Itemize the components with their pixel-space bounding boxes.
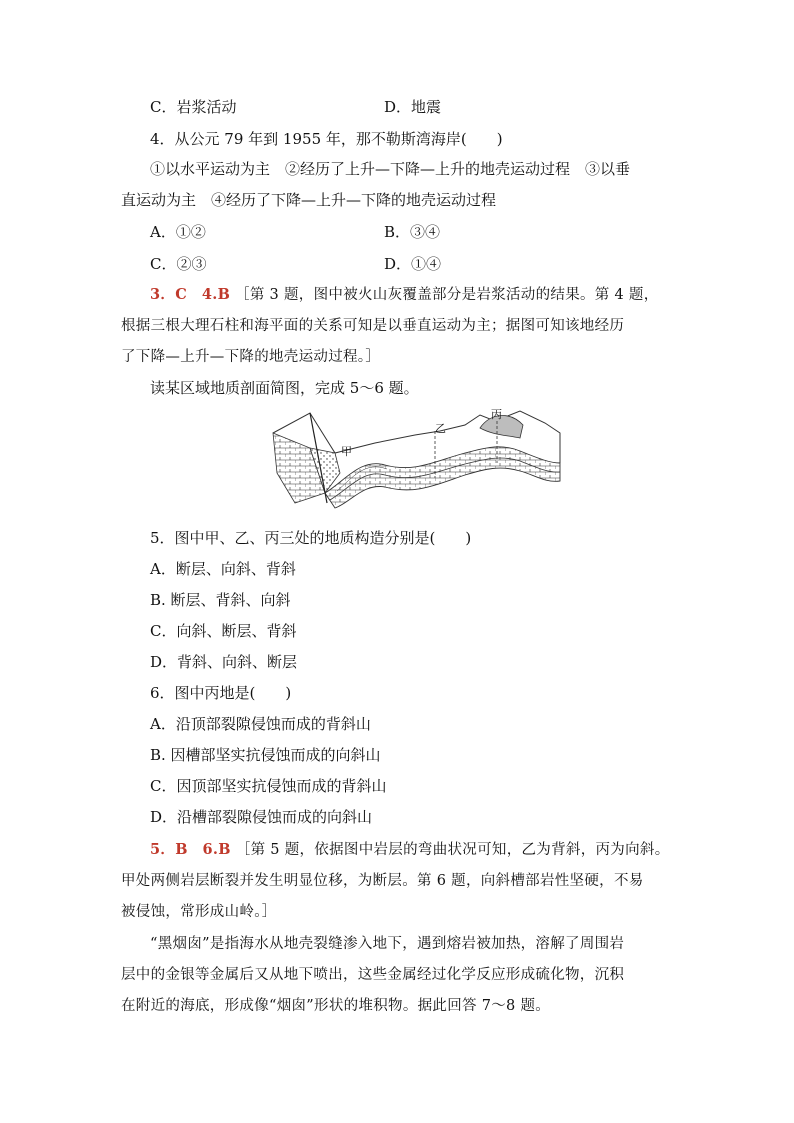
label-yi: 乙 (435, 422, 446, 435)
q3-option-d: D．地震 (384, 98, 442, 116)
q6-option-a: A．沿顶部裂隙侵蚀而成的背斜山 (150, 715, 371, 733)
label-bing: 丙 (491, 408, 502, 421)
answer-5-6-label: 5．B 6.B (150, 841, 231, 858)
geologic-cross-section-figure (265, 403, 595, 513)
q6-option-d: D．沿槽部裂隙侵蚀而成的向斜山 (150, 808, 373, 826)
answer-3-4-label: 3．C 4.B (150, 286, 231, 303)
q4-option-c: C．②③ (150, 255, 207, 273)
passage-7-8-line2: 层中的金银等金属后又从地下喷出，这些金属经过化学反应形成硫化物，沉积 (121, 967, 625, 983)
intro-5-6: 读某区域地质剖面简图，完成 5～6 题。 (150, 379, 419, 397)
passage-7-8-line3: 在附近的海底，形成像“烟囱”形状的堆积物。据此回答 7～8 题。 (121, 998, 551, 1014)
q6-option-b: B. 因槽部坚实抗侵蚀而成的向斜山 (150, 746, 381, 764)
answer-5-6-line1 (150, 840, 670, 860)
q6-option-c: C．因顶部坚实抗侵蚀而成的背斜山 (150, 777, 387, 795)
answer-3-4-line3: 了下降—上升—下降的地壳运动过程。］ (121, 349, 381, 365)
label-jia: 甲 (341, 445, 352, 458)
q5-option-b: B. 断层、背斜、向斜 (150, 591, 291, 609)
q5-option-c: C．向斜、断层、背斜 (150, 622, 297, 640)
q4-option-b: B．③④ (384, 223, 441, 241)
q5-option-d: D．背斜、向斜、断层 (150, 653, 298, 671)
q4-option-a: A．①② (150, 223, 206, 241)
answer-3-4-line1 (150, 285, 659, 305)
q4-items-line2: 直运动为主 ④经历了下降—上升—下降的地壳运动过程 (121, 191, 497, 209)
q4-items-line1: ①以水平运动为主 ②经历了上升—下降—上升的地壳运动过程 ③以垂 (150, 160, 631, 178)
answer-5-6-line2: 甲处两侧岩层断裂并发生明显位移，为断层。第 6 题，向斜槽部岩性坚硬，不易 (121, 873, 644, 889)
q5-option-a: A．断层、向斜、背斜 (150, 560, 296, 578)
q4-stem: 4．从公元 79 年到 1955 年，那不勒斯湾海岸( ) (150, 130, 503, 148)
q5-stem: 5．图中甲、乙、丙三处的地质构造分别是( ) (150, 529, 472, 547)
answer-5-6-text1: ［第 5 题，依据图中岩层的弯曲状况可知，乙为背斜，丙为向斜。 (235, 842, 670, 858)
answer-3-4-text1: ［第 3 题，图中被火山灰覆盖部分是岩浆活动的结果。第 4 题， (235, 287, 659, 303)
q3-option-c: C．岩浆活动 (150, 98, 237, 116)
folded-strata (325, 447, 560, 508)
q4-option-d: D．①④ (384, 255, 442, 273)
q6-stem: 6．图中丙地是( ) (150, 684, 292, 702)
passage-7-8-line1: “黑烟囱”是指海水从地壳裂缝渗入地下，遇到熔岩被加热，溶解了周围岩 (150, 936, 625, 952)
answer-3-4-line2: 根据三根大理石柱和海平面的关系可知是以垂直运动为主；据图可知该地经历 (121, 318, 625, 334)
answer-5-6-line3: 被侵蚀，常形成山岭。］ (121, 904, 277, 920)
